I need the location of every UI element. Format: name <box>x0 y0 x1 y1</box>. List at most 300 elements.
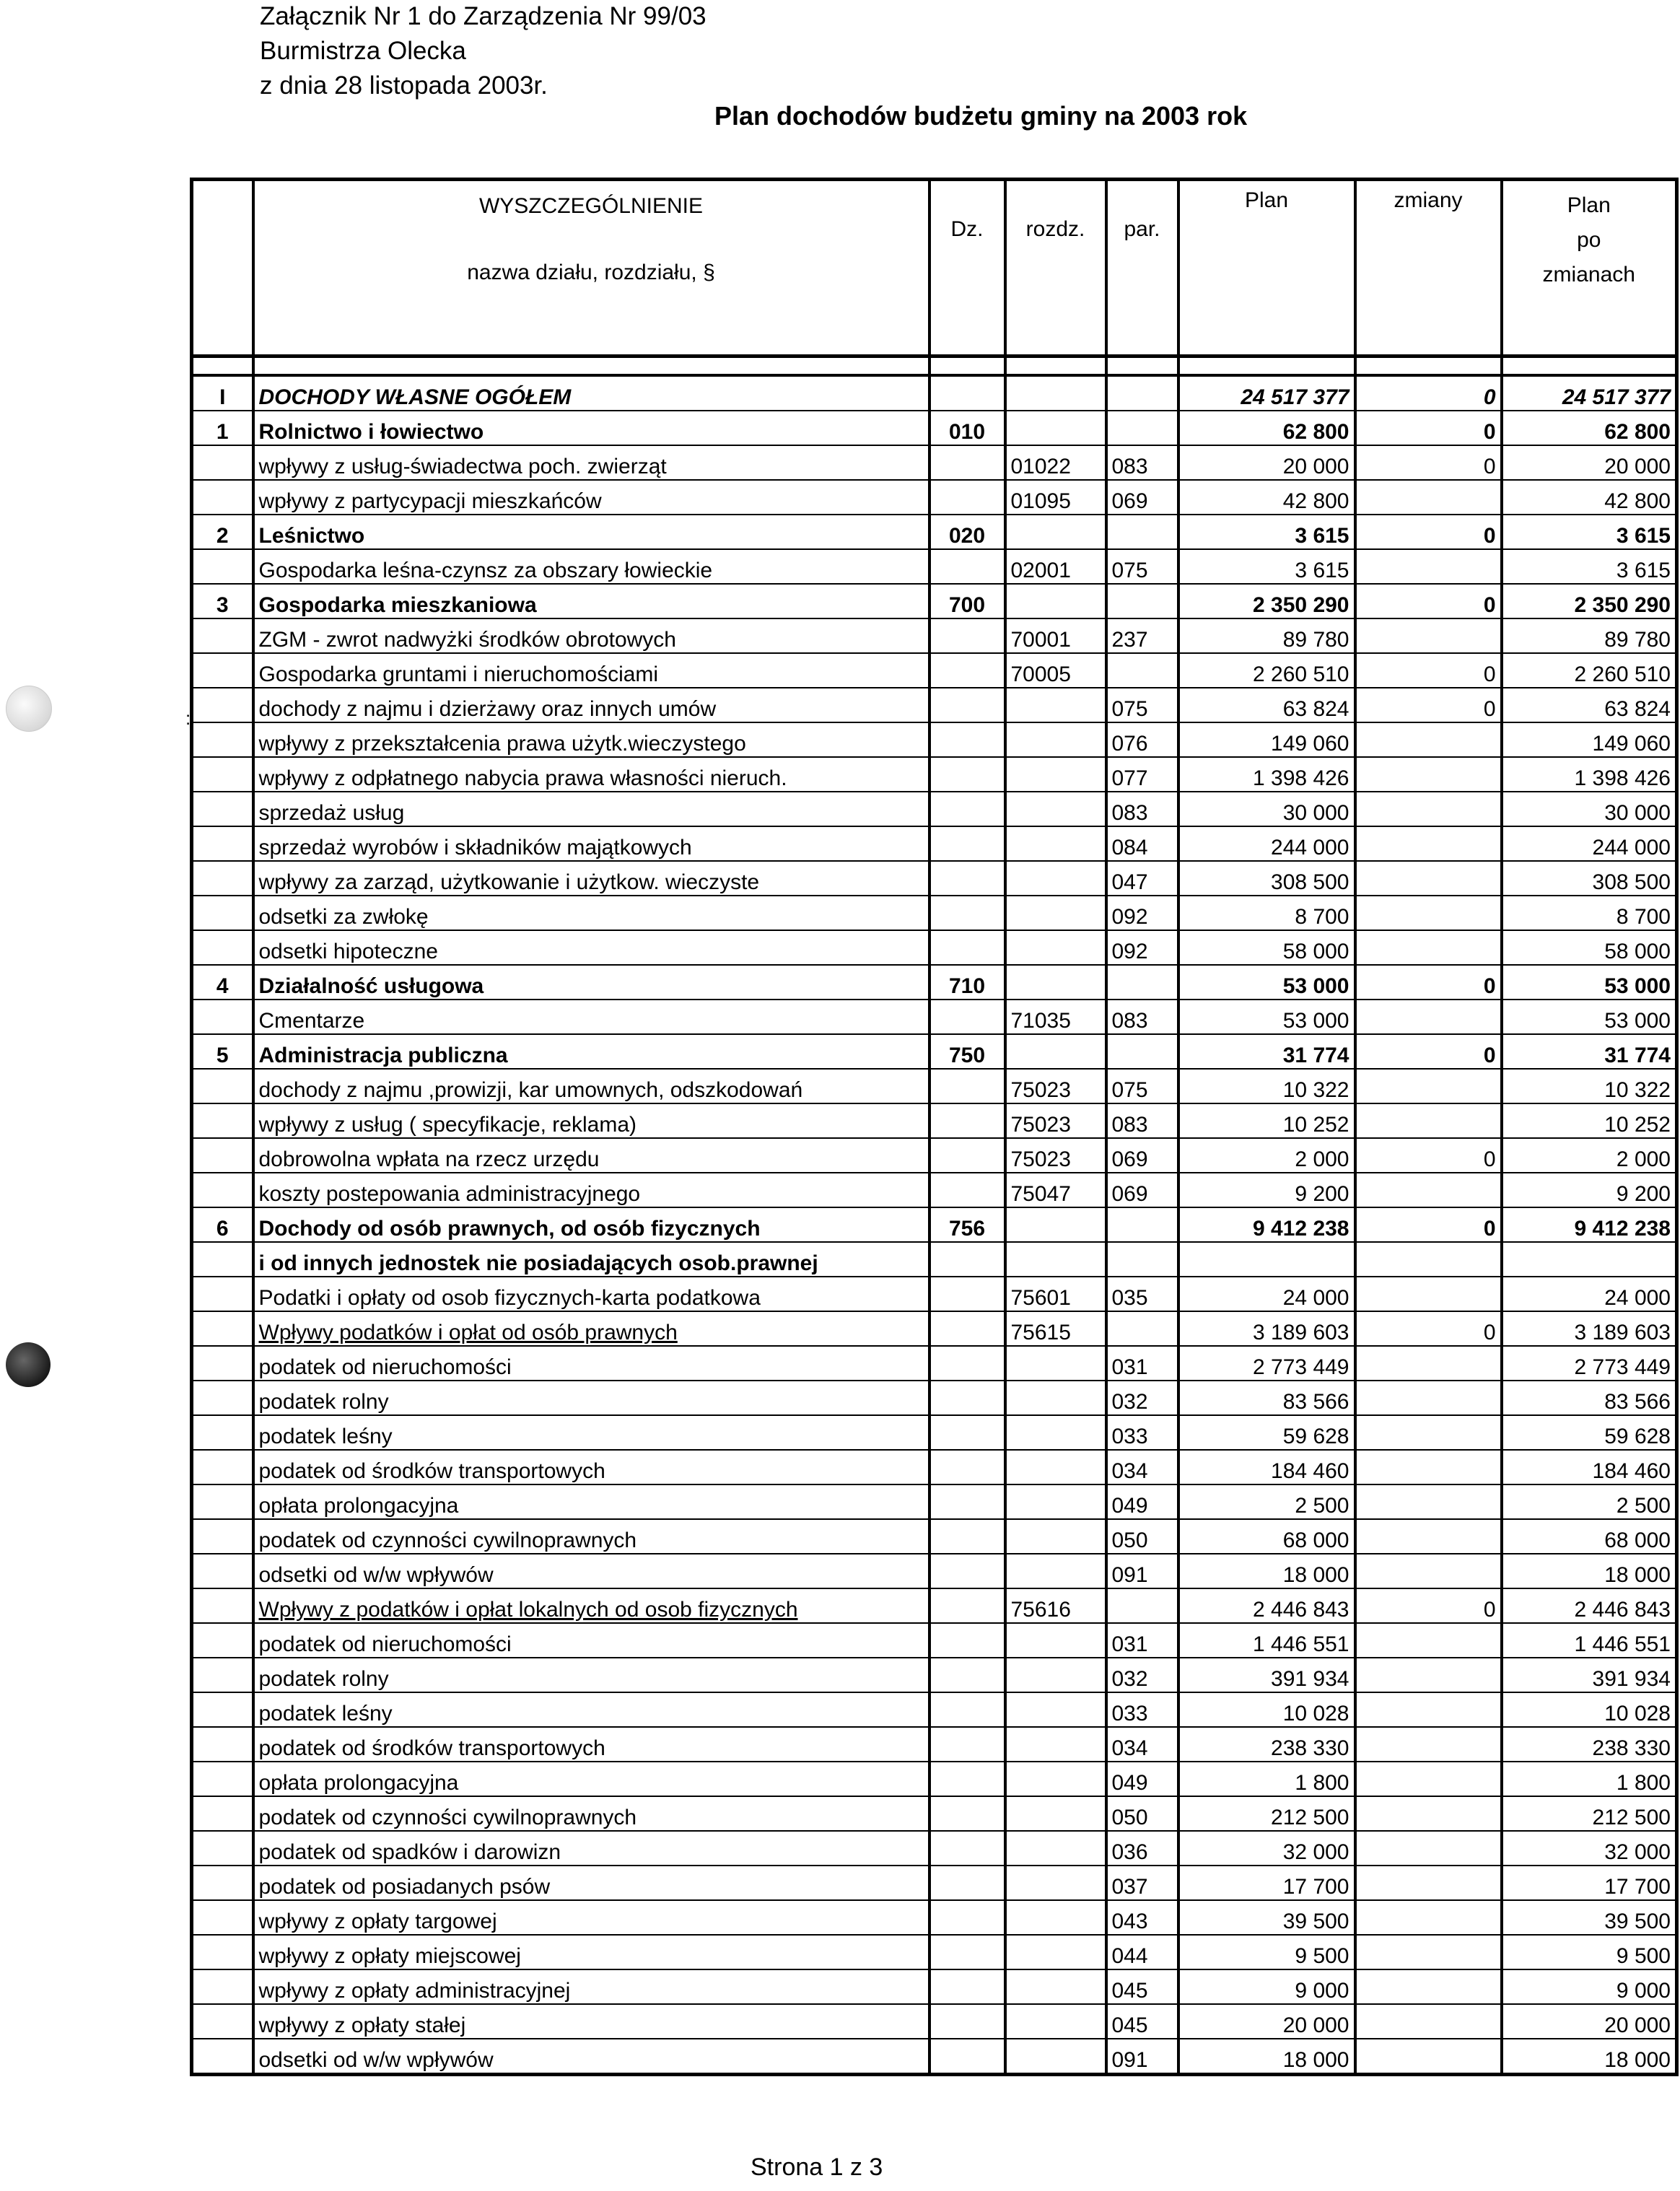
cell-par: 083 <box>1106 1000 1178 1034</box>
header-plan-po-line3: zmianach <box>1542 263 1635 287</box>
cell-dz <box>929 1346 1005 1381</box>
cell-name: podatek od spadków i darowizn <box>253 1831 929 1866</box>
cell-lp <box>192 1311 253 1346</box>
table-row <box>192 688 1677 722</box>
cell-plan-po: 53 000 <box>1502 1000 1677 1034</box>
cell-lp <box>192 826 253 861</box>
cell-name: wpływy z opłaty targowej <box>253 1900 929 1935</box>
cell-zmiany <box>1355 2039 1502 2075</box>
cell-rozdz <box>1005 411 1106 445</box>
cell-plan-po: 63 824 <box>1502 688 1677 722</box>
cell-rozdz <box>1005 930 1106 965</box>
cell-rozdz <box>1005 826 1106 861</box>
cell-zmiany <box>1355 1866 1502 1900</box>
cell-plan: 20 000 <box>1178 445 1355 480</box>
cell-name: wpływy z odpłatnego nabycia prawa własności nieruch. <box>253 757 929 792</box>
cell-dz: 010 <box>929 411 1005 445</box>
header-plan-po <box>1502 180 1677 357</box>
cell-plan: 184 460 <box>1178 1450 1355 1484</box>
cell-par: 083 <box>1106 1103 1178 1138</box>
cell-zmiany <box>1355 1727 1502 1762</box>
cell-lp <box>192 757 253 792</box>
table-row <box>192 861 1677 896</box>
cell-dz <box>929 757 1005 792</box>
cell-name: Cmentarze <box>253 1000 929 1034</box>
cell-plan: 10 322 <box>1178 1069 1355 1103</box>
cell-rozdz <box>1005 1554 1106 1588</box>
cell-plan-po: 68 000 <box>1502 1519 1677 1554</box>
cell-rozdz <box>1005 1969 1106 2004</box>
cell-dz <box>929 1969 1005 2004</box>
cell-lp <box>192 1831 253 1866</box>
cell-dz <box>929 618 1005 653</box>
cell-par <box>1106 584 1178 618</box>
cell-rozdz <box>1005 2004 1106 2039</box>
cell-par <box>1106 1588 1178 1623</box>
header-plan-po-line2: po <box>1577 228 1601 252</box>
table-row <box>192 930 1677 965</box>
cell-lp <box>192 2004 253 2039</box>
cell-lp <box>192 480 253 515</box>
cell-zmiany: 0 <box>1355 688 1502 722</box>
cell-lp <box>192 1900 253 1935</box>
cell-dz <box>929 1935 1005 1969</box>
cell-name: ZGM - zwrot nadwyżki środków obrotowych <box>253 618 929 653</box>
cell-lp <box>192 861 253 896</box>
cell-par: 069 <box>1106 480 1178 515</box>
cell-dz <box>929 2039 1005 2075</box>
cell-zmiany: 0 <box>1355 375 1502 411</box>
cell-plan-po: 9 500 <box>1502 1935 1677 1969</box>
cell-zmiany: 0 <box>1355 1588 1502 1623</box>
cell-rozdz <box>1005 1866 1106 1900</box>
table-row <box>192 1242 1677 1277</box>
cell-plan: 1 446 551 <box>1178 1623 1355 1658</box>
cell-dz <box>929 1519 1005 1554</box>
attachment-line: Załącznik Nr 1 do Zarządzenia Nr 99/03 <box>260 2 706 30</box>
cell-name: odsetki hipoteczne <box>253 930 929 965</box>
cell-plan-po: 308 500 <box>1502 861 1677 896</box>
cell-name: Rolnictwo i łowiectwo <box>253 411 929 445</box>
cell-lp <box>192 1727 253 1762</box>
cell-name: podatek od czynności cywilnoprawnych <box>253 1796 929 1831</box>
cell-par: 076 <box>1106 722 1178 757</box>
cell-rozdz <box>1005 757 1106 792</box>
cell-zmiany: 0 <box>1355 1311 1502 1346</box>
cell-zmiany <box>1355 1242 1502 1277</box>
cell-zmiany <box>1355 1692 1502 1727</box>
cell-dz <box>929 1173 1005 1207</box>
cell-rozdz <box>1005 1242 1106 1277</box>
cell-zmiany <box>1355 1000 1502 1034</box>
cell-name: Gospodarka gruntami i nieruchomościami <box>253 653 929 688</box>
cell-dz <box>929 1103 1005 1138</box>
table-row <box>192 1000 1677 1034</box>
cell-plan: 3 189 603 <box>1178 1311 1355 1346</box>
cell-plan-po: 9 200 <box>1502 1173 1677 1207</box>
cell-plan-po: 39 500 <box>1502 1900 1677 1935</box>
cell-dz <box>929 1381 1005 1415</box>
cell-plan: 9 000 <box>1178 1969 1355 2004</box>
table-row <box>192 1727 1677 1762</box>
table-row <box>192 1519 1677 1554</box>
cell-name: podatek leśny <box>253 1692 929 1727</box>
cell-dz <box>929 826 1005 861</box>
budget-table <box>190 178 1679 2076</box>
cell-par: 083 <box>1106 445 1178 480</box>
cell-lp: 3 <box>192 584 253 618</box>
cell-zmiany <box>1355 896 1502 930</box>
cell-zmiany: 0 <box>1355 653 1502 688</box>
cell-rozdz <box>1005 896 1106 930</box>
cell-plan-po: 184 460 <box>1502 1450 1677 1484</box>
cell-name: podatek rolny <box>253 1658 929 1692</box>
cell-zmiany <box>1355 1069 1502 1103</box>
table-row <box>192 1831 1677 1866</box>
cell-name: dochody z najmu i dzierżawy oraz innych umów <box>253 688 929 722</box>
cell-zmiany <box>1355 618 1502 653</box>
cell-zmiany <box>1355 792 1502 826</box>
cell-par <box>1106 515 1178 549</box>
cell-rozdz: 01095 <box>1005 480 1106 515</box>
cell-plan: 63 824 <box>1178 688 1355 722</box>
cell-plan: 10 028 <box>1178 1692 1355 1727</box>
table-row <box>192 515 1677 549</box>
cell-plan-po: 83 566 <box>1502 1381 1677 1415</box>
cell-dz <box>929 1242 1005 1277</box>
cell-zmiany: 0 <box>1355 965 1502 1000</box>
cell-plan <box>1178 1242 1355 1277</box>
cell-name: podatek od środków transportowych <box>253 1450 929 1484</box>
cell-lp <box>192 1484 253 1519</box>
cell-plan-po: 20 000 <box>1502 2004 1677 2039</box>
cell-par <box>1106 1242 1178 1277</box>
cell-lp <box>192 618 253 653</box>
cell-name: wpływy za zarząd, użytkowanie i użytkow. wieczyste <box>253 861 929 896</box>
cell-rozdz <box>1005 792 1106 826</box>
cell-rozdz <box>1005 1658 1106 1692</box>
table-row <box>192 1173 1677 1207</box>
table-row <box>192 1762 1677 1796</box>
cell-zmiany <box>1355 2004 1502 2039</box>
cell-dz <box>929 1900 1005 1935</box>
cell-lp <box>192 1242 253 1277</box>
cell-zmiany <box>1355 1762 1502 1796</box>
cell-plan: 1 398 426 <box>1178 757 1355 792</box>
cell-rozdz: 75023 <box>1005 1103 1106 1138</box>
cell-rozdz: 75023 <box>1005 1069 1106 1103</box>
cell-plan-po: 31 774 <box>1502 1034 1677 1069</box>
cell-plan: 53 000 <box>1178 1000 1355 1034</box>
cell-rozdz: 75601 <box>1005 1277 1106 1311</box>
cell-par: 092 <box>1106 930 1178 965</box>
cell-plan-po: 59 628 <box>1502 1415 1677 1450</box>
cell-lp <box>192 1277 253 1311</box>
cell-plan: 9 500 <box>1178 1935 1355 1969</box>
cell-dz <box>929 445 1005 480</box>
cell-par: 050 <box>1106 1519 1178 1554</box>
cell-zmiany <box>1355 1346 1502 1381</box>
cell-rozdz <box>1005 2039 1106 2075</box>
cell-plan: 3 615 <box>1178 515 1355 549</box>
cell-rozdz <box>1005 1415 1106 1450</box>
punch-hole-icon <box>6 686 52 732</box>
cell-name: odsetki za zwłokę <box>253 896 929 930</box>
cell-rozdz <box>1005 1935 1106 1969</box>
table-row <box>192 549 1677 584</box>
cell-lp: 4 <box>192 965 253 1000</box>
cell-dz: 756 <box>929 1207 1005 1242</box>
cell-plan-po: 2 350 290 <box>1502 584 1677 618</box>
cell-rozdz <box>1005 1484 1106 1519</box>
cell-dz <box>929 1831 1005 1866</box>
cell-lp <box>192 722 253 757</box>
cell-plan: 32 000 <box>1178 1831 1355 1866</box>
cell-plan: 391 934 <box>1178 1658 1355 1692</box>
table-row <box>192 1311 1677 1346</box>
cell-plan: 308 500 <box>1178 861 1355 896</box>
cell-plan-po: 3 189 603 <box>1502 1311 1677 1346</box>
cell-par <box>1106 1034 1178 1069</box>
cell-plan-po: 18 000 <box>1502 2039 1677 2075</box>
cell-plan-po: 58 000 <box>1502 930 1677 965</box>
cell-lp <box>192 1000 253 1034</box>
cell-lp <box>192 1415 253 1450</box>
cell-par: 083 <box>1106 792 1178 826</box>
cell-par: 044 <box>1106 1935 1178 1969</box>
table-row <box>192 1692 1677 1727</box>
cell-plan: 39 500 <box>1178 1900 1355 1935</box>
cell-name: koszty postepowania administracyjnego <box>253 1173 929 1207</box>
cell-rozdz <box>1005 1034 1106 1069</box>
table-row <box>192 653 1677 688</box>
cell-plan-po: 10 322 <box>1502 1069 1677 1103</box>
cell-dz <box>929 1415 1005 1450</box>
cell-par: 034 <box>1106 1450 1178 1484</box>
cell-plan: 1 800 <box>1178 1762 1355 1796</box>
cell-plan: 2 000 <box>1178 1138 1355 1173</box>
cell-dz: 020 <box>929 515 1005 549</box>
cell-plan-po: 9 000 <box>1502 1969 1677 2004</box>
table-row <box>192 411 1677 445</box>
cell-plan-po: 18 000 <box>1502 1554 1677 1588</box>
cell-lp <box>192 1381 253 1415</box>
table-row <box>192 1415 1677 1450</box>
cell-par: 084 <box>1106 826 1178 861</box>
cell-name: wpływy z usług-świadectwa poch. zwierząt <box>253 445 929 480</box>
cell-lp <box>192 1138 253 1173</box>
cell-par <box>1106 1311 1178 1346</box>
table-row <box>192 1658 1677 1692</box>
table-row <box>192 722 1677 757</box>
cell-par: 050 <box>1106 1796 1178 1831</box>
cell-dz <box>929 2004 1005 2039</box>
cell-dz <box>929 375 1005 411</box>
cell-lp: 5 <box>192 1034 253 1069</box>
cell-dz <box>929 1000 1005 1034</box>
cell-plan: 2 500 <box>1178 1484 1355 1519</box>
header-zmiany: zmiany <box>1355 180 1502 357</box>
cell-par: 031 <box>1106 1623 1178 1658</box>
cell-rozdz: 75023 <box>1005 1138 1106 1173</box>
cell-par: 091 <box>1106 1554 1178 1588</box>
cell-dz <box>929 1277 1005 1311</box>
cell-name: Podatki i opłaty od osob fizycznych-karta podatkowa <box>253 1277 929 1311</box>
cell-par: 049 <box>1106 1484 1178 1519</box>
cell-rozdz <box>1005 1831 1106 1866</box>
cell-lp <box>192 1623 253 1658</box>
cell-plan-po: 89 780 <box>1502 618 1677 653</box>
cell-plan-po: 10 252 <box>1502 1103 1677 1138</box>
cell-name: podatek od nieruchomości <box>253 1623 929 1658</box>
table-row <box>192 584 1677 618</box>
cell-dz <box>929 792 1005 826</box>
cell-plan-po: 24 517 377 <box>1502 375 1677 411</box>
cell-name: odsetki od w/w wpływów <box>253 2039 929 2075</box>
cell-zmiany: 0 <box>1355 1138 1502 1173</box>
cell-rozdz <box>1005 1762 1106 1796</box>
table-row <box>192 1796 1677 1831</box>
cell-lp <box>192 1588 253 1623</box>
cell-name: wpływy z opłaty miejscowej <box>253 1935 929 1969</box>
cell-par: 237 <box>1106 618 1178 653</box>
table-row <box>192 1554 1677 1588</box>
cell-zmiany <box>1355 549 1502 584</box>
cell-lp <box>192 1866 253 1900</box>
table-row <box>192 965 1677 1000</box>
cell-plan: 20 000 <box>1178 2004 1355 2039</box>
table-row <box>192 826 1677 861</box>
cell-par: 091 <box>1106 2039 1178 2075</box>
cell-name: wpływy z opłaty stałej <box>253 2004 929 2039</box>
table-row <box>192 1381 1677 1415</box>
cell-plan: 30 000 <box>1178 792 1355 826</box>
cell-par: 077 <box>1106 757 1178 792</box>
cell-name: wpływy z przekształcenia prawa użytk.wieczystego <box>253 722 929 757</box>
cell-name: podatek rolny <box>253 1381 929 1415</box>
cell-rozdz: 70001 <box>1005 618 1106 653</box>
cell-rozdz: 01022 <box>1005 445 1106 480</box>
cell-plan: 24 517 377 <box>1178 375 1355 411</box>
table-row <box>192 2039 1677 2075</box>
table-body <box>192 375 1677 2075</box>
cell-rozdz <box>1005 1381 1106 1415</box>
cell-par: 092 <box>1106 896 1178 930</box>
cell-zmiany <box>1355 1519 1502 1554</box>
header-name <box>253 180 929 357</box>
cell-plan: 17 700 <box>1178 1866 1355 1900</box>
cell-rozdz: 70005 <box>1005 653 1106 688</box>
cell-par: 033 <box>1106 1415 1178 1450</box>
cell-par: 075 <box>1106 688 1178 722</box>
cell-rozdz <box>1005 1623 1106 1658</box>
cell-plan-po: 1 398 426 <box>1502 757 1677 792</box>
cell-par <box>1106 411 1178 445</box>
header-plan: Plan <box>1178 180 1355 357</box>
cell-lp <box>192 445 253 480</box>
cell-plan: 89 780 <box>1178 618 1355 653</box>
document-title: Plan dochodów budżetu gminy na 2003 rok <box>714 101 1248 131</box>
cell-par: 045 <box>1106 2004 1178 2039</box>
table-row <box>192 1588 1677 1623</box>
cell-plan: 24 000 <box>1178 1277 1355 1311</box>
cell-plan-po <box>1502 1242 1677 1277</box>
cell-rozdz: 02001 <box>1005 549 1106 584</box>
cell-lp <box>192 1103 253 1138</box>
cell-dz <box>929 1484 1005 1519</box>
cell-plan-po: 9 412 238 <box>1502 1207 1677 1242</box>
cell-plan-po: 2 446 843 <box>1502 1588 1677 1623</box>
cell-name: DOCHODY WŁASNE OGÓŁEM <box>253 375 929 411</box>
table-header-row <box>192 180 1677 357</box>
cell-rozdz <box>1005 1796 1106 1831</box>
cell-lp <box>192 1173 253 1207</box>
cell-rozdz <box>1005 1900 1106 1935</box>
cell-rozdz <box>1005 1727 1106 1762</box>
table-row <box>192 1069 1677 1103</box>
cell-plan-po: 1 446 551 <box>1502 1623 1677 1658</box>
cell-par: 069 <box>1106 1138 1178 1173</box>
header-plan-po-line1: Plan <box>1567 193 1611 217</box>
cell-zmiany <box>1355 1277 1502 1311</box>
cell-zmiany <box>1355 1623 1502 1658</box>
cell-plan-po: 62 800 <box>1502 411 1677 445</box>
table-row <box>192 1034 1677 1069</box>
cell-rozdz <box>1005 375 1106 411</box>
cell-zmiany <box>1355 722 1502 757</box>
cell-name: Wpływy z podatków i opłat lokalnych od osob fizycznych <box>253 1588 929 1623</box>
cell-par <box>1106 653 1178 688</box>
cell-zmiany <box>1355 1484 1502 1519</box>
cell-plan: 2 446 843 <box>1178 1588 1355 1623</box>
cell-name: wpływy z usług ( specyfikacje, reklama) <box>253 1103 929 1138</box>
cell-plan: 53 000 <box>1178 965 1355 1000</box>
cell-dz: 700 <box>929 584 1005 618</box>
cell-plan-po: 2 000 <box>1502 1138 1677 1173</box>
cell-name: podatek od nieruchomości <box>253 1346 929 1381</box>
cell-name: Dochody od osób prawnych, od osób fizycznych <box>253 1207 929 1242</box>
cell-plan: 18 000 <box>1178 2039 1355 2075</box>
table-row <box>192 1277 1677 1311</box>
table-row <box>192 618 1677 653</box>
cell-zmiany: 0 <box>1355 515 1502 549</box>
cell-plan: 68 000 <box>1178 1519 1355 1554</box>
cell-zmiany <box>1355 1381 1502 1415</box>
cell-rozdz <box>1005 584 1106 618</box>
cell-dz <box>929 1138 1005 1173</box>
cell-plan: 10 252 <box>1178 1103 1355 1138</box>
cell-zmiany <box>1355 1658 1502 1692</box>
cell-lp <box>192 1658 253 1692</box>
table-row <box>192 1207 1677 1242</box>
cell-name: podatek od środków transportowych <box>253 1727 929 1762</box>
cell-zmiany: 0 <box>1355 1207 1502 1242</box>
cell-name: Gospodarka leśna-czynsz za obszary łowieckie <box>253 549 929 584</box>
cell-dz <box>929 1588 1005 1623</box>
cell-name: podatek leśny <box>253 1415 929 1450</box>
cell-plan: 18 000 <box>1178 1554 1355 1588</box>
header-par: par. <box>1106 180 1178 357</box>
cell-dz <box>929 896 1005 930</box>
cell-plan-po: 20 000 <box>1502 445 1677 480</box>
cell-dz <box>929 1069 1005 1103</box>
table-row <box>192 1969 1677 2004</box>
cell-zmiany <box>1355 1450 1502 1484</box>
table-row <box>192 1138 1677 1173</box>
cell-lp <box>192 549 253 584</box>
cell-name: Wpływy podatków i opłat od osób prawnych <box>253 1311 929 1346</box>
cell-plan: 59 628 <box>1178 1415 1355 1450</box>
